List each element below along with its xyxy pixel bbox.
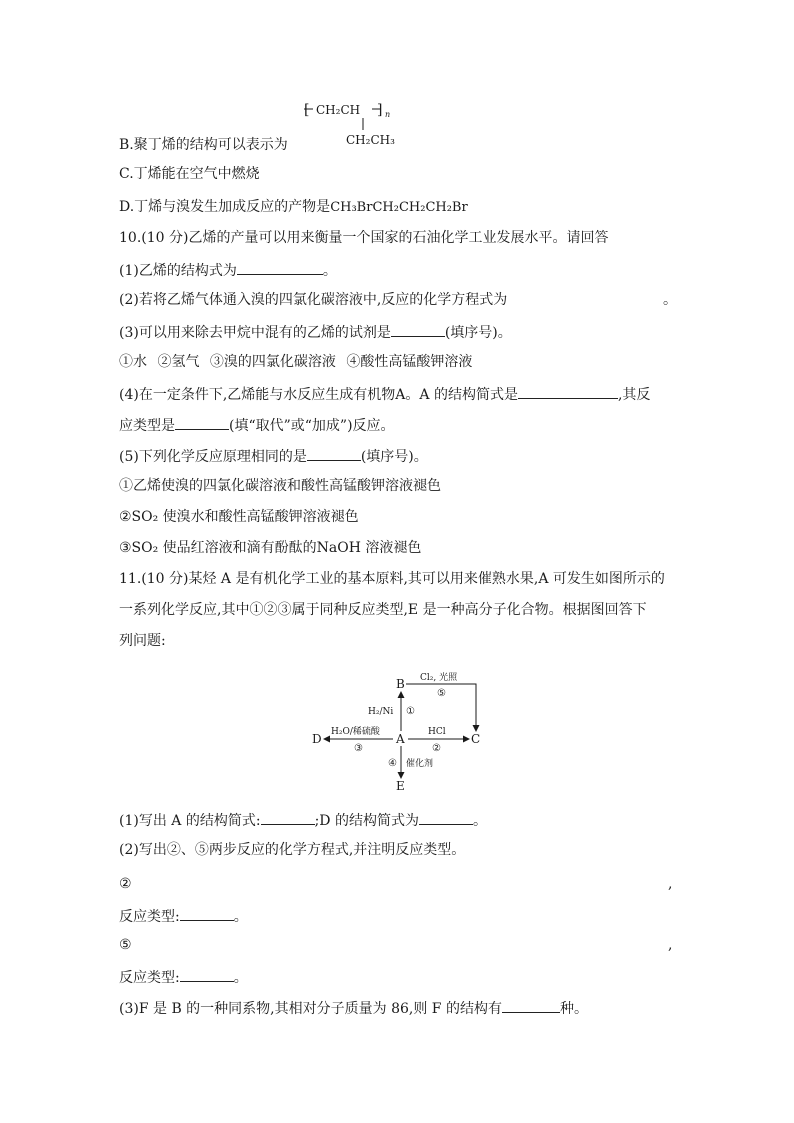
answer-blank[interactable] (175, 414, 229, 430)
num-a-to-b: ① (406, 706, 415, 717)
q10-part5-option1: ①乙烯使溴的四氯化碳溶液和酸性高锰酸钾溶液褪色 (119, 478, 441, 494)
q11-part3-text: (3)F 是 B 的一种同系物,其相对分子质量为 86,则 F 的结构有 (119, 1001, 502, 1017)
q10-part5-end: (填序号)。 (360, 449, 428, 465)
q9-option-b: B.聚丁烯的结构可以表示为 (119, 137, 288, 153)
polymer-subscript-n: n (385, 110, 391, 119)
polymer-bracket-left: [ (304, 102, 310, 118)
q11-reaction5-number: ⑤ (119, 937, 132, 953)
q10-part1-text: (1)乙烯的结构式为 (119, 263, 237, 279)
q11-reaction5-type-end: 。 (233, 970, 248, 986)
q11-part3 (119, 997, 588, 1019)
q9-option-c: C.丁烯能在空气中燃烧 (119, 166, 260, 182)
q11-stem-line1: 11.(10 分)某烃 A 是有机化学工业的基本原料,其可以用来催熟水果,A 可发生如图所示的 (119, 571, 665, 587)
q11-part1-mid: ;D 的结构简式为 (314, 813, 419, 829)
q10-part3 (119, 321, 512, 343)
num-a-to-c: ② (432, 743, 441, 754)
q10-part4-line2 (119, 414, 395, 436)
q10-part3-options: ①水 ②氢气 ③溴的四氯化碳溶液 ④酸性高锰酸钾溶液 (119, 354, 473, 370)
q10-part3-text: (3)可以用来除去甲烷中混有的乙烯的试剂是 (119, 325, 391, 341)
label-b-to-c: Cl₂, 光照 (420, 673, 458, 683)
answer-blank[interactable] (307, 445, 361, 461)
answer-blank[interactable] (518, 383, 618, 399)
q11-stem-line2: 一系列化学反应,其中①②③属于同种反应类型,E 是一种高分子化合物。根据图回答下 (119, 602, 647, 618)
answer-blank[interactable] (419, 809, 473, 825)
q10-part4-line2-end: (填“取代”或“加成”)反应。 (229, 418, 395, 434)
q11-part1-text: (1)写出 A 的结构简式: (119, 813, 261, 829)
q10-part2 (119, 290, 507, 310)
q11-reaction2-comma: , (668, 876, 673, 892)
q11-part2: (2)写出②、⑤两步反应的化学方程式,并注明反应类型。 (119, 842, 466, 858)
reaction-scheme-diagram (300, 668, 500, 798)
polymer-bracket-right: ] (377, 102, 383, 118)
q10-part5 (119, 445, 428, 467)
q9-option-d-formula: CH₃BrCH₂CH₂CH₂Br (330, 200, 468, 215)
node-b: B (396, 677, 405, 691)
answer-blank[interactable] (502, 997, 560, 1013)
q10-part5-text: (5)下列化学反应原理相同的是 (119, 449, 307, 465)
label-a-to-e: 催化剂 (406, 759, 434, 769)
q11-reaction5-type (119, 966, 248, 988)
polymer-side-group: CH₂CH₃ (346, 133, 395, 147)
label-a-to-b: H₂/Ni (368, 707, 394, 717)
q11-part1 (119, 809, 487, 831)
q11-part3-end: 种。 (559, 1001, 588, 1017)
q11-reaction5-comma: , (668, 937, 673, 953)
q11-reaction2-type (119, 905, 248, 927)
q11-reaction2-number: ② (119, 876, 132, 892)
q10-part5-option3: ③SO₂ 使品红溶液和滴有酚酞的NaOH 溶液褪色 (119, 540, 422, 556)
label-a-to-d: H₂O/稀硫酸 (331, 727, 380, 737)
num-a-to-e: ④ (388, 758, 397, 769)
node-e: E (396, 779, 405, 793)
answer-blank[interactable] (180, 966, 234, 982)
q10-part1-end: 。 (322, 263, 337, 279)
q10-part4-line1 (119, 383, 650, 405)
q11-part1-end: 。 (472, 813, 487, 829)
node-c: C (471, 732, 481, 746)
q9-option-d (119, 197, 468, 218)
node-d: D (312, 732, 322, 746)
q10-part4-line2-text: 应类型是 (119, 418, 175, 434)
q11-reaction2-type-end: 。 (233, 909, 248, 925)
q9-option-d-text: D.丁烯与溴发生加成反应的产物是 (119, 199, 331, 215)
label-a-to-c: HCl (428, 727, 446, 737)
answer-blank[interactable] (261, 809, 315, 825)
q10-part5-option2: ②SO₂ 使溴水和酸性高锰酸钾溶液褪色 (119, 509, 359, 525)
answer-blank[interactable] (180, 905, 234, 921)
answer-blank[interactable] (391, 321, 445, 337)
q11-reaction5-type-text: 反应类型: (119, 970, 180, 986)
q10-part4-text: (4)在一定条件下,乙烯能与水反应生成有机物A。A 的结构简式是 (119, 387, 518, 403)
q10-part4-end: ,其反 (617, 387, 651, 403)
polybutene-structure (300, 98, 410, 150)
q10-part3-end: (填序号)。 (444, 325, 512, 341)
q11-stem-line3: 列问题: (119, 633, 166, 649)
node-a: A (396, 732, 405, 746)
q10-part1 (119, 259, 337, 281)
answer-blank[interactable] (237, 259, 323, 275)
num-b-to-c: ⑤ (437, 688, 446, 699)
q10-part2-text: (2)若将乙烯气体通入溴的四氯化碳溶液中,反应的化学方程式为 (119, 292, 508, 308)
q11-reaction2-type-text: 反应类型: (119, 909, 180, 925)
q10-part2-end: 。 (663, 292, 677, 308)
q10-stem: 10.(10 分)乙烯的产量可以用来衡量一个国家的石油化学工业发展水平。请回答 (119, 230, 609, 246)
num-a-to-d: ③ (354, 743, 363, 754)
polymer-chain: CH₂CH (316, 103, 361, 117)
